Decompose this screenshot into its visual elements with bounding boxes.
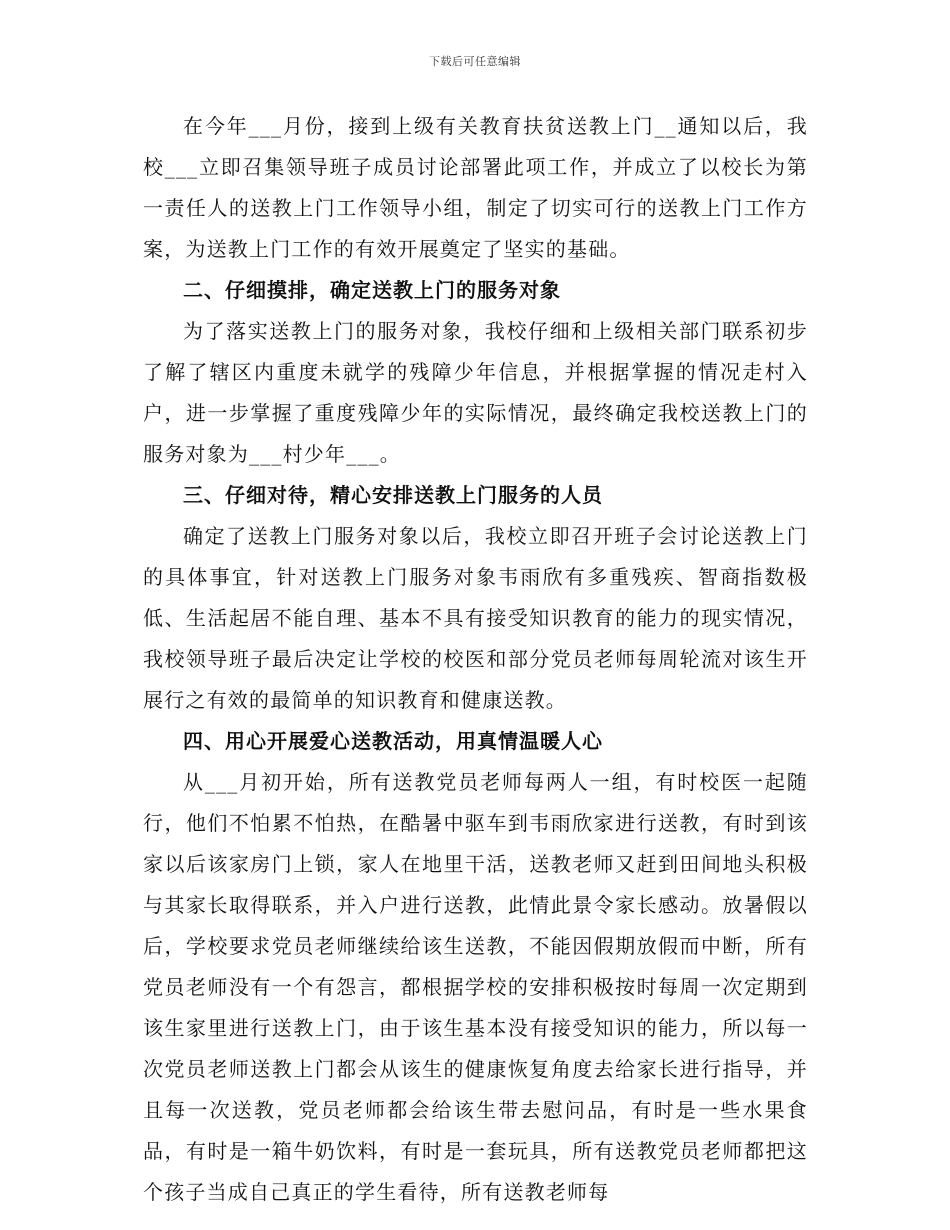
section-heading-3: 三、仔细对待，精心安排送教上门服务的人员 — [183, 483, 603, 507]
paragraph-4: 从___月初开始，所有送教党员老师每两人一组，有时校医一起随行，他们不怕累不怕热，在酷暑中驱车到韦雨欣家进行送教，有时到该家以后该家房门上锁，家人在地里干活，送教老师又赶到田间地头积极与其家长取得联系，并入户进行送教，此情此景令家长感动。放暑假以后，学校要求党员老师继续给该生送教，不能因假期放假而中断，所有党员老师没有一个有怨言，都根据学校的安排积极按时每周一次定期到该生家里进行送教上门，由于该生基本没有接受知识的能力，所以每一次党员老师送教上门都会从该生的健康恢复角度去给家长进行指导，并且每一次送教，党员老师都会给该生带去慰问品，有时是一些水果食品，有时是一箱牛奶饮料，有时是一套玩具，所有送教党员老师都把这个孩子当成自己真正的学生看待，所有送教老师每 — [143, 770, 808, 1204]
paragraph-1: 在今年___月份，接到上级有关教育扶贫送教上门__通知以后，我校___立即召集领导班子成员讨论部署此项工作，并成立了以校长为第一责任人的送教上门工作领导小组，制定了切实可行的送教上门工作方案，为送教上门工作的有效开展奠定了坚实的基础。 — [143, 114, 808, 261]
page-header-note: 下载后可任意编辑 — [429, 55, 521, 68]
section-heading-2: 二、仔细摸排，确定送教上门的服务对象 — [183, 278, 561, 302]
section-heading-4: 四、用心开展爱心送教活动，用真情温暖人心 — [183, 729, 603, 753]
document-body — [143, 106, 808, 1213]
paragraph-3: 确定了送教上门服务对象以后，我校立即召开班子会讨论送教上门的具体事宜，针对送教上门服务对象韦雨欣有多重残疾、智商指数极低、生活起居不能自理、基本不具有接受知识教育的能力的现实情况，我校领导班子最后决定让学校的校医和部分党员老师每周轮流对该生开展行之有效的最简单的知识教育和健康送教。 — [143, 524, 808, 712]
paragraph-2: 为了落实送教上门的服务对象，我校仔细和上级相关部门联系初步了解了辖区内重度未就学的残障少年信息，并根据掌握的情况走村入户，进一步掌握了重度残障少年的实际情况，最终确定我校送教上门的服务对象为___村少年___。 — [143, 319, 808, 466]
